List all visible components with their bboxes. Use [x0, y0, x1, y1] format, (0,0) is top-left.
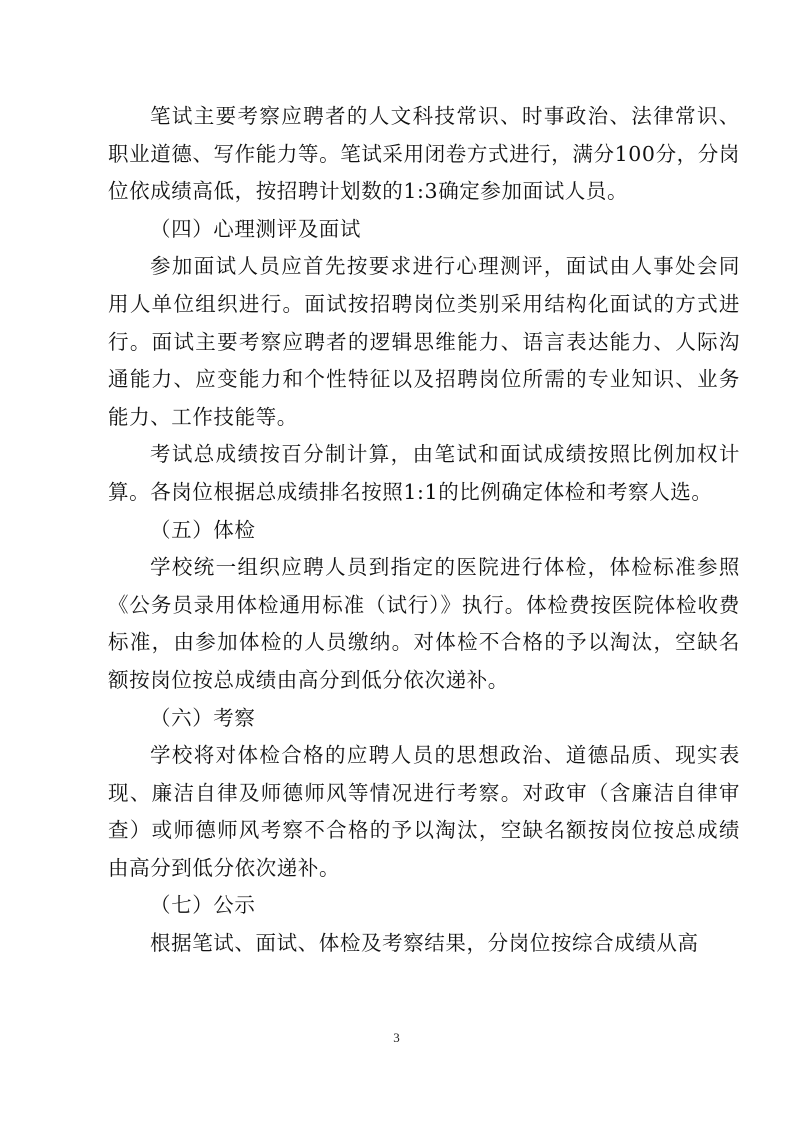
heading-inspection: （六）考察	[150, 705, 256, 730]
paragraph-written-exam: 笔试主要考察应聘者的人文科技常识、时事政治、法律常识、职业道德、写作能力等。笔试采用闭卷方式进行，满分100分，分岗位依成绩高低，按招聘计划数的1:3确定参加面试人员。	[108, 104, 740, 204]
heading-publicity: （七）公示	[150, 893, 256, 918]
paragraph-total-score: 考试总成绩按百分制计算，由笔试和面试成绩按照比例加权计算。各岗位根据总成绩排名按照1:1的比例确定体检和考察人选。	[108, 442, 740, 504]
page-number: 3	[393, 1030, 400, 1045]
paragraph-physical-exam: 学校统一组织应聘人员到指定的医院进行体检，体检标准参照《公务员录用体检通用标准（试行）》执行。体检费按医院体检收费标准，由参加体检的人员缴纳。对体检不合格的予以淘汰，空缺名额按岗位按总成绩由高分到低分依次递补。	[108, 555, 740, 692]
heading-interview: （四）心理测评及面试	[150, 216, 361, 241]
paragraph-publicity: 根据笔试、面试、体检及考察结果，分岗位按综合成绩从高	[150, 931, 699, 956]
document-body	[108, 98, 740, 963]
paragraph-inspection: 学校将对体检合格的应聘人员的思想政治、道德品质、现实表现、廉洁自律及师德师风等情况进行考察。对政审（含廉洁自律审查）或师德师风考察不合格的予以淘汰，空缺名额按岗位按总成绩由高分到低分依次递补。	[108, 743, 740, 880]
heading-physical-exam: （五）体检	[150, 517, 256, 542]
paragraph-interview: 参加面试人员应首先按要求进行心理测评，面试由人事处会同用人单位组织进行。面试按招聘岗位类别采用结构化面试的方式进行。面试主要考察应聘者的逻辑思维能力、语言表达能力、人际沟通能力、应变能力和个性特征以及招聘岗位所需的专业知识、业务能力、工作技能等。	[108, 254, 740, 429]
